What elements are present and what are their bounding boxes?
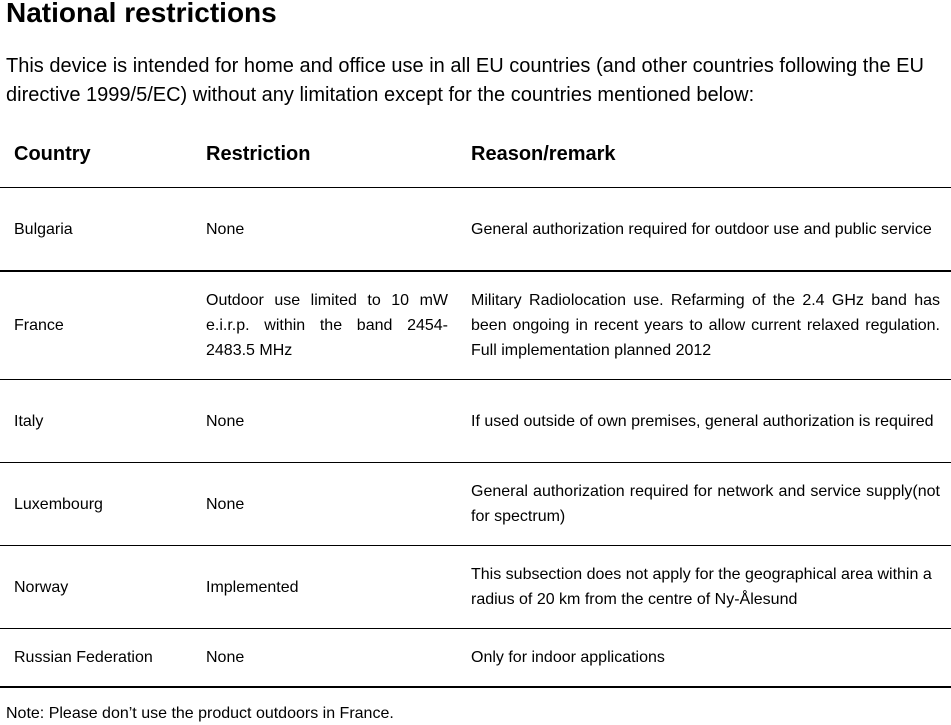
cell-country: Norway <box>14 578 69 596</box>
cell-country: Italy <box>14 412 44 430</box>
header-reason: Reason/remark <box>471 143 616 165</box>
cell-restriction: None <box>206 648 245 666</box>
table-row-russian-federation <box>0 628 951 685</box>
cell-restriction: None <box>206 412 245 430</box>
page-title: National restrictions <box>6 0 277 28</box>
cell-country: Russian Federation <box>14 648 153 666</box>
cell-restriction: None <box>206 495 245 513</box>
header-restriction: Restriction <box>206 143 311 165</box>
header-country: Country <box>14 143 91 165</box>
cell-country: Luxembourg <box>14 495 103 513</box>
restrictions-table <box>0 134 951 685</box>
table-row-luxembourg <box>0 462 951 545</box>
table-row-italy <box>0 379 951 462</box>
cell-reason: General authorization required for network and service supply(not for spectrum) <box>471 483 940 525</box>
table-bottom-rule <box>0 686 951 688</box>
table-row-bulgaria <box>0 187 951 270</box>
cell-restriction: Implemented <box>206 578 299 596</box>
cell-country: Bulgaria <box>14 220 73 238</box>
table-row-france <box>0 270 951 379</box>
table-row-norway <box>0 545 951 628</box>
intro-paragraph: This device is intended for home and office use in all EU countries (and other countries following the EU directive 1999/5/EC) without any limitation except for the countries mentioned below: <box>6 55 924 106</box>
cell-reason: Military Radiolocation use. Refarming of the 2.4 GHz band has been ongoing in recent years to allow current relaxed regulation. Full implementation planned 2012 <box>471 292 940 359</box>
table-header <box>0 134 951 187</box>
cell-restriction: None <box>206 220 245 238</box>
cell-reason: If used outside of own premises, general authorization is required <box>471 412 934 430</box>
cell-country: France <box>14 317 64 334</box>
cell-reason: Only for indoor applications <box>471 648 665 666</box>
cell-reason: This subsection does not apply for the geographical area within a radius of 20 km from the centre of Ny-Ålesund <box>471 566 932 608</box>
cell-reason: General authorization required for outdoor use and public service <box>471 220 932 238</box>
footnote: Note: Please don’t use the product outdoors in France. <box>6 705 394 722</box>
cell-restriction: Outdoor use limited to 10 mW e.i.r.p. within the band 2454-2483.5 MHz <box>206 292 448 359</box>
